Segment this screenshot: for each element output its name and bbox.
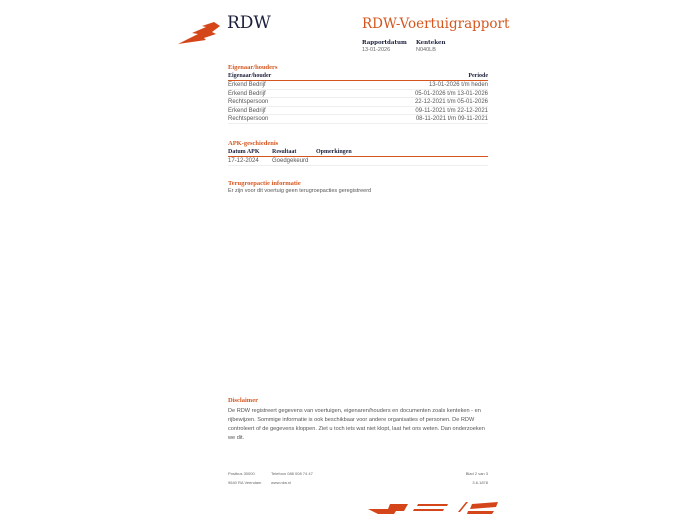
period-cell: 05-01-2026 t/m 13-01-2026 xyxy=(414,90,488,97)
period-cell: 08-11-2021 t/m 09-11-2021 xyxy=(415,116,488,122)
footer-page: Blad 2 van 3 xyxy=(465,471,488,476)
period-cell: 13-01-2026 t/m heden xyxy=(428,82,488,88)
owner-cell: Rechtspersoon xyxy=(228,99,269,105)
table-row xyxy=(228,98,488,107)
owners-heading: Eigenaar/houders xyxy=(228,64,278,71)
table-row xyxy=(228,107,488,116)
owner-cell: Erkend Bedrijf xyxy=(228,107,266,114)
table-row xyxy=(228,81,488,90)
apk-heading: APK-geschiedenis xyxy=(228,140,279,147)
plate-value: N040LB xyxy=(416,47,436,53)
recall-text: Er zijn voor dit voertuig geen terugroepacties geregistreerd xyxy=(228,188,372,194)
table-row xyxy=(228,157,488,166)
footer-postbus: Postbus 30000 xyxy=(228,471,255,476)
col-result: Resultaat xyxy=(272,149,297,155)
owner-cell: Erkend Bedrijf xyxy=(228,90,266,97)
report-date-label: Rapportdatum xyxy=(362,40,407,46)
period-cell: 22-12-2021 t/m 05-01-2026 xyxy=(414,99,488,105)
col-owner: Eigenaar/houder xyxy=(228,73,272,79)
apk-date: 17-12-2024 xyxy=(228,158,259,164)
owner-cell: Erkend Bedrijf xyxy=(228,82,266,88)
footer-web[interactable]: www.rdw.nl xyxy=(271,480,292,485)
disclaimer-heading: Disclaimer xyxy=(228,397,258,404)
rdw-logo-icon xyxy=(178,22,222,46)
apk-result: Goedgekeurd xyxy=(272,158,309,164)
recall-heading: Terugroepactie informatie xyxy=(228,180,301,187)
footer-code: 3.6.1878 xyxy=(472,480,488,485)
footer-phone: Telefoon 088 008 74 47 xyxy=(271,471,313,476)
table-row xyxy=(228,115,488,124)
col-date: Datum APK xyxy=(228,149,260,155)
page-title: RDW-Voertuigrapport xyxy=(362,16,510,32)
col-remarks: Opmerkingen xyxy=(316,149,352,155)
col-period: Periode xyxy=(468,73,488,79)
table-row xyxy=(228,90,488,99)
disclaimer-text: De RDW registreert gegevens van voertuigen, eigenaren/houders en documenten zoals kenteken - en rijbewijzen. Sommige informatie is ook beschikbaar voor andere organisaties of personen. De RDW controleert of de gegevens kloppen. Ziet u toch iets wat niet klopt, laat het ons weten. Dan onderzoeken we dit. xyxy=(228,408,485,441)
report-date: 13-01-2026 xyxy=(362,47,391,53)
rdw-stripes-icon xyxy=(368,498,528,514)
footer-city: 9640 RA Veendam xyxy=(228,480,262,485)
brand-name: RDW xyxy=(227,13,271,33)
period-cell: 09-11-2021 t/m 22-12-2021 xyxy=(415,107,488,114)
owners-table xyxy=(228,72,488,124)
owner-cell: Rechtspersoon xyxy=(228,116,269,122)
plate-label: Kenteken xyxy=(416,40,446,46)
apk-table xyxy=(228,148,488,166)
